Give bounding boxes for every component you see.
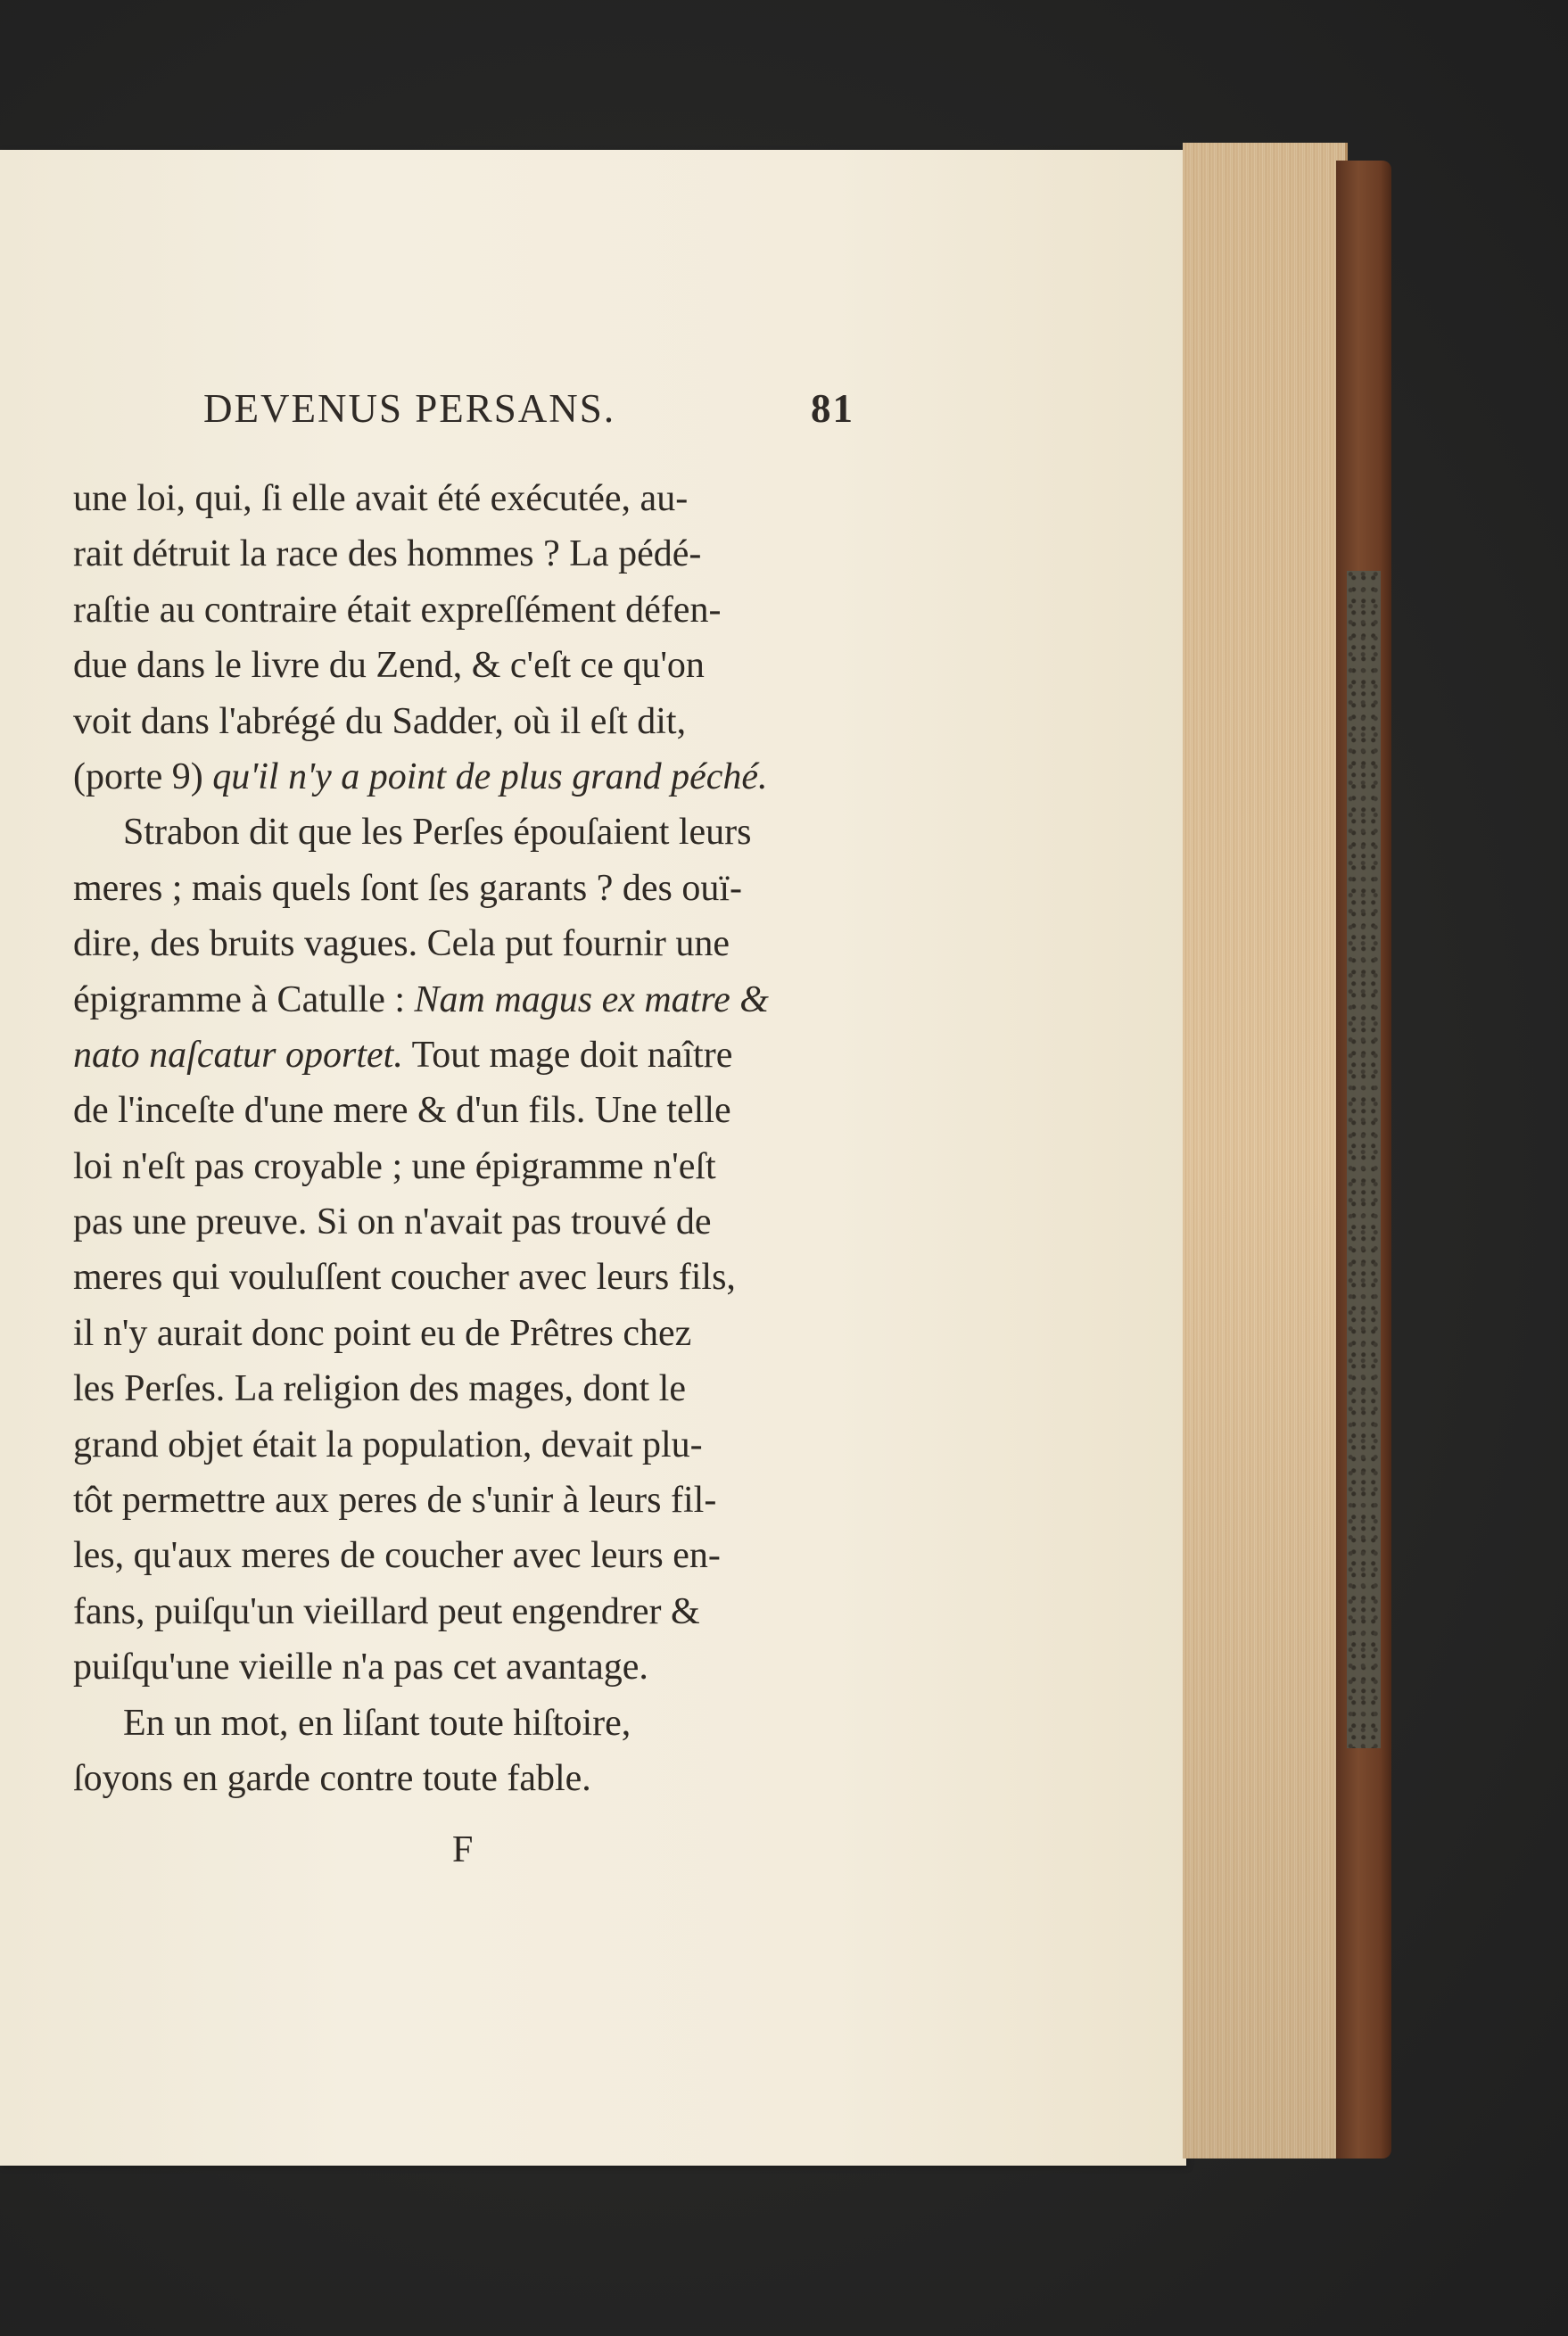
text-segment: il n'y aurait donc point eu de Prêtres chez xyxy=(73,1312,692,1354)
running-head: DEVENUS PERSANS. xyxy=(203,386,616,431)
text-segment: (porte 9) xyxy=(73,755,213,797)
signature-mark: F xyxy=(452,1829,474,1870)
body-text xyxy=(73,471,858,1806)
text-segment: épigramme à Catulle : xyxy=(73,978,415,1020)
text-line-content xyxy=(73,1306,691,1361)
text-line-content xyxy=(73,861,742,916)
text-segment: meres ; mais quels ſont ſes garants ? des ouï- xyxy=(73,867,742,909)
text-line xyxy=(73,471,858,526)
text-line-content xyxy=(73,526,701,582)
text-line-content xyxy=(73,582,721,638)
text-line xyxy=(73,1473,858,1528)
text-line-content xyxy=(73,1639,648,1695)
text-segment: Strabon dit que les Perſes épouſaient leurs xyxy=(123,812,752,854)
text-segment: loi n'eſt pas croyable ; une épigramme n'eſt xyxy=(73,1145,716,1187)
text-line-content xyxy=(73,1083,731,1138)
text-line-content xyxy=(73,471,688,526)
text-line xyxy=(73,1250,858,1305)
text-line-content xyxy=(73,1417,703,1473)
text-segment: puiſqu'une vieille n'a pas cet avantage. xyxy=(73,1647,648,1688)
text-segment: nato naſcatur oportet. xyxy=(73,1034,403,1076)
text-segment: ſoyons en garde contre toute fable. xyxy=(73,1757,591,1799)
text-segment: de l'inceſte d'une mere & d'un fils. Une telle xyxy=(73,1090,731,1132)
text-line-content xyxy=(73,916,730,971)
text-line xyxy=(73,1139,858,1194)
text-segment: tôt permettre aux peres de s'unir à leurs fil- xyxy=(73,1480,717,1522)
text-line xyxy=(73,526,858,582)
text-segment: En un mot, en liſant toute hiſtoire, xyxy=(123,1702,631,1744)
text-line xyxy=(73,1584,858,1639)
text-line xyxy=(73,582,858,638)
text-segment: dire, des bruits vagues. Cela put fournir une xyxy=(73,923,730,965)
text-segment: due dans le livre du Zend, & c'eſt ce qu'on xyxy=(73,645,705,687)
page-edges xyxy=(1183,143,1348,2159)
text-line-content xyxy=(73,1194,712,1250)
text-segment: rait détruit la race des hommes ? La pédé- xyxy=(73,533,702,575)
text-line-content xyxy=(123,1696,631,1751)
text-line-content xyxy=(123,805,752,860)
text-line-content xyxy=(73,1028,732,1083)
text-line xyxy=(73,749,858,805)
text-line-content xyxy=(73,1584,700,1639)
text-segment: grand objet était la population, devait plu- xyxy=(73,1424,703,1465)
text-line-content xyxy=(73,749,768,805)
text-line xyxy=(73,1417,858,1473)
text-segment: raſtie au contraire était expreſſément défen- xyxy=(73,589,722,631)
text-segment: meres qui vouluſſent coucher avec leurs fils, xyxy=(73,1257,736,1299)
text-segment: pas une preuve. Si on n'avait pas trouvé de xyxy=(73,1201,712,1243)
text-segment: Tout mage doit naître xyxy=(402,1034,733,1076)
page-number: 81 xyxy=(811,386,854,431)
text-segment: voit dans l'abrégé du Sadder, où il eſt dit, xyxy=(73,700,687,742)
text-segment: Nam magus ex matre & xyxy=(414,978,769,1020)
text-segment: qu'il n'y a point de plus grand péché. xyxy=(212,755,768,797)
text-line-content xyxy=(73,1361,686,1416)
text-line-content xyxy=(73,1528,721,1583)
text-line xyxy=(73,1361,858,1416)
text-line xyxy=(73,1751,858,1806)
text-line-content xyxy=(73,1473,716,1528)
text-line xyxy=(73,805,858,860)
text-segment: les Perſes. La religion des mages, dont le xyxy=(73,1368,686,1410)
text-line-content xyxy=(73,1751,591,1806)
text-segment: une loi, qui, ſi elle avait été exécutée, au- xyxy=(73,478,689,519)
text-line xyxy=(73,1528,858,1583)
text-line xyxy=(73,972,858,1028)
text-line xyxy=(73,916,858,971)
text-line xyxy=(73,638,858,693)
text-line xyxy=(73,1083,858,1138)
text-line xyxy=(73,1639,858,1695)
text-line xyxy=(73,694,858,749)
text-segment: fans, puiſqu'un vieillard peut engendrer & xyxy=(73,1590,700,1632)
text-segment: les, qu'aux meres de coucher avec leurs en- xyxy=(73,1535,721,1577)
text-line xyxy=(73,1306,858,1361)
marbled-board xyxy=(1347,571,1381,1748)
text-line-content xyxy=(73,1250,736,1305)
text-line-content xyxy=(73,638,705,693)
text-line xyxy=(73,1696,858,1751)
text-line xyxy=(73,861,858,916)
text-line-content xyxy=(73,694,686,749)
text-line-content xyxy=(73,1139,716,1194)
text-line xyxy=(73,1194,858,1250)
text-line xyxy=(73,1028,858,1083)
text-line-content xyxy=(73,972,769,1028)
